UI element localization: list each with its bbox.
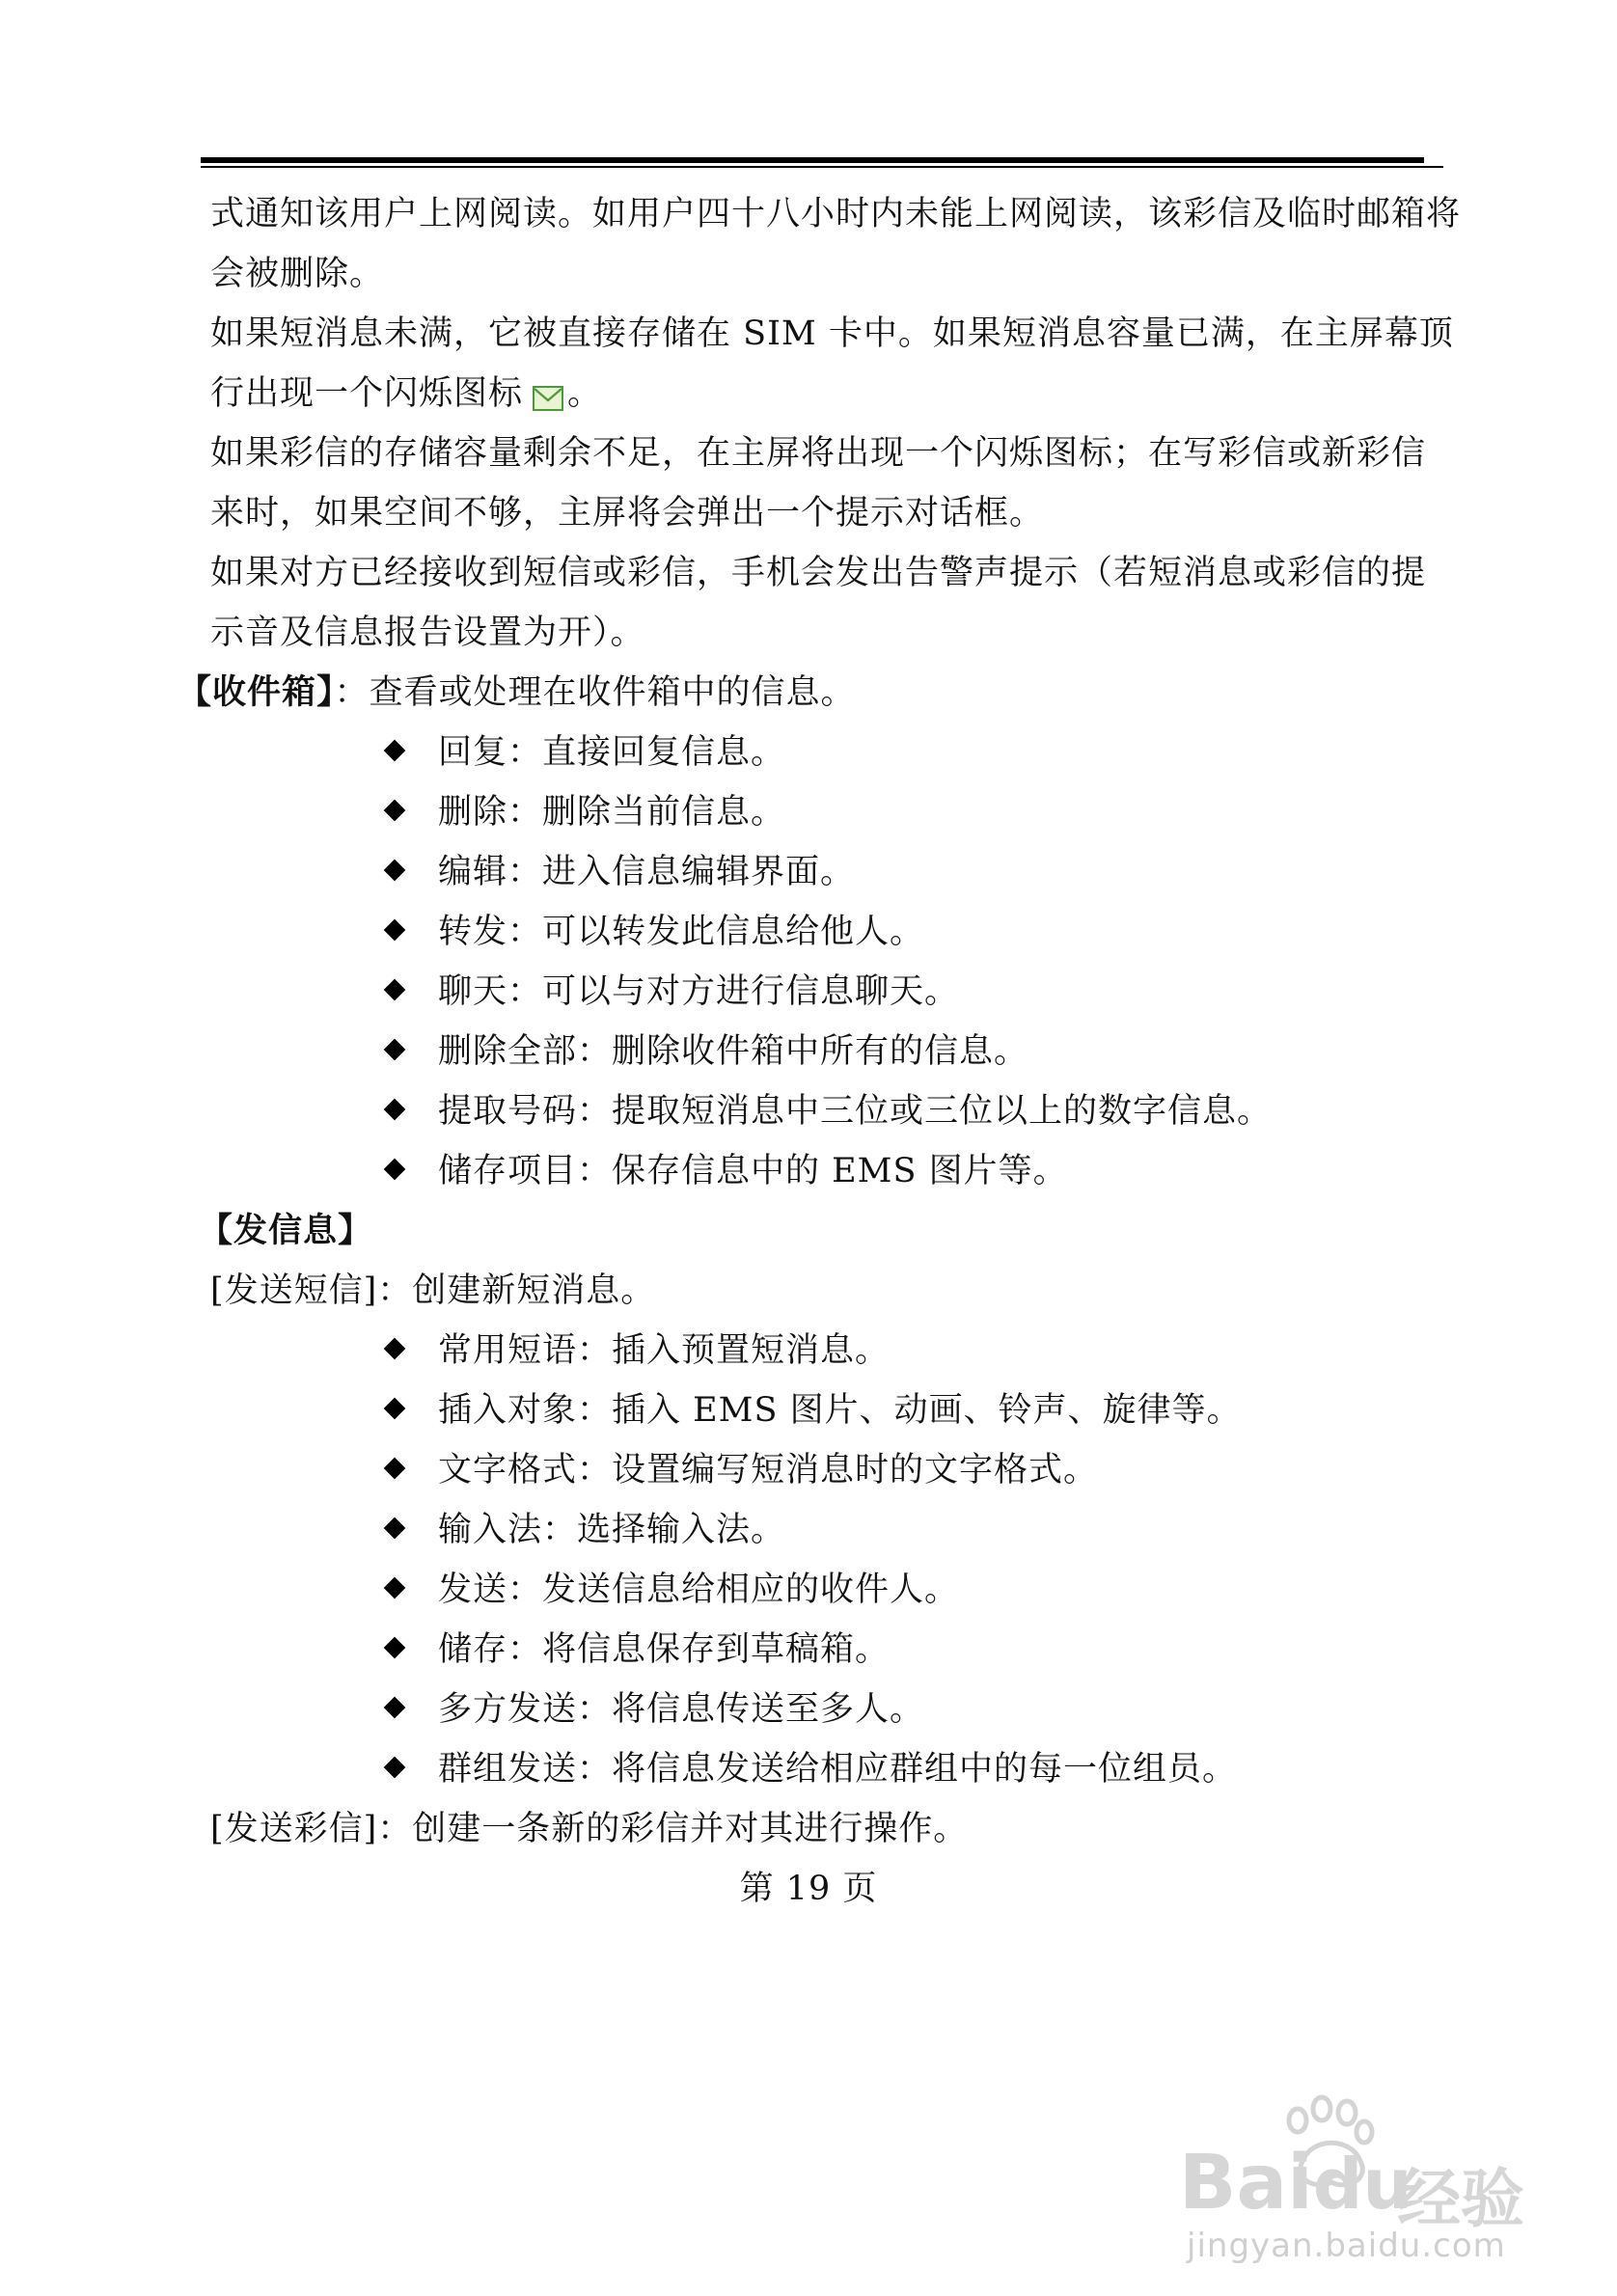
list-item-text: 文字格式：设置编写短消息时的文字格式。 [438,1451,1099,1490]
list-item-text: 删除：删除当前信息。 [438,793,786,832]
watermark-brand: Baidu [1179,2140,1412,2227]
list-item-text: 转发：可以转发此信息给他人。 [438,913,925,951]
list-item-text: 回复：直接回复信息。 [438,733,786,772]
paragraph-line: 如果短消息未满，它被直接存储在 SIM 卡中。如果短消息容量已满，在主屏幕顶 [210,314,1454,353]
paragraph-text: 。 [567,374,603,413]
paragraph-line-with-icon [210,372,602,415]
send-section-heading: 【发信息】 [199,1211,373,1250]
header-rule-thick [201,157,1424,163]
list-item [384,1569,959,1611]
send-sms-label: [发送短信]：创建新短消息。 [210,1271,656,1310]
list-item [384,1030,1028,1073]
list-item-text: 输入法：选择输入法。 [438,1511,786,1549]
list-item [384,1509,785,1551]
list-item-text: 发送：发送信息给相应的收件人。 [438,1571,960,1609]
inbox-section-title [178,671,856,714]
list-item [384,1628,890,1671]
watermark-cn: 经验 [1397,2162,1524,2236]
list-item [384,1748,1237,1790]
list-item-text: 储存：将信息保存到草稿箱。 [438,1630,891,1669]
envelope-icon [533,379,563,404]
list-item [384,1329,890,1372]
list-item [384,970,959,1013]
list-item-text: 多方发送：将信息传送至多人。 [438,1690,925,1729]
paragraph-text: 行出现一个闪烁图标 [210,374,524,413]
paragraph-line: 来时，如果空间不够，主屏将会弹出一个提示对话框。 [210,494,1045,533]
list-item-text: 提取号码：提取短消息中三位或三位以上的数字信息。 [438,1092,1273,1131]
paragraph-line: 会被删除。 [210,255,385,293]
inbox-description: ：查看或处理在收件箱中的信息。 [334,673,856,712]
diamond-bullet-icon [384,1697,405,1718]
list-item [384,911,924,953]
diamond-bullet-icon [384,1577,405,1599]
diamond-bullet-icon [384,1398,405,1419]
list-item-text: 删除全部：删除收件箱中所有的信息。 [438,1032,1029,1071]
list-item-text: 插入对象：插入 EMS 图片、动画、铃声、旋律等。 [438,1391,1242,1430]
list-item-text: 编辑：进入信息编辑界面。 [438,853,856,891]
baidu-jingyan-watermark [1158,2055,1544,2267]
list-item-text: 储存项目：保存信息中的 EMS 图片等。 [438,1152,1068,1190]
header-rule-thin [201,166,1443,168]
paragraph-line: 如果彩信的存储容量剩余不足，在主屏将出现一个闪烁图标；在写彩信或新彩信 [210,434,1427,473]
list-item [384,1449,1098,1491]
list-item [384,1090,1272,1133]
list-item-text: 群组发送：将信息发送给相应群组中的每一位组员。 [438,1750,1238,1789]
list-item [384,1389,1242,1432]
diamond-bullet-icon [384,1757,405,1778]
diamond-bullet-icon [384,860,405,881]
paragraph-line: 如果对方已经接收到短信或彩信，手机会发出告警声提示（若短消息或彩信的提 [210,554,1427,592]
paragraph-line: 示音及信息报告设置为开）。 [210,614,645,652]
send-mms-label: [发送彩信]：创建一条新的彩信并对其进行操作。 [210,1810,969,1848]
diamond-bullet-icon [384,800,405,821]
list-item-text: 聊天：可以与对方进行信息聊天。 [438,972,960,1011]
diamond-bullet-icon [384,1338,405,1359]
inbox-heading: 【收件箱】 [178,672,335,712]
diamond-bullet-icon [384,1039,405,1060]
list-item [384,1688,924,1731]
watermark-url: jingyan.baidu.com [1187,2227,1506,2265]
diamond-bullet-icon [384,1159,405,1180]
list-item [384,1150,1068,1192]
diamond-bullet-icon [384,979,405,1000]
diamond-bullet-icon [384,1099,405,1120]
paragraph-line: 式通知该用户上网阅读。如用户四十八小时内未能上网阅读，该彩信及临时邮箱将 [210,195,1462,233]
list-item [384,791,785,834]
list-item [384,731,785,774]
list-item-text: 常用短语：插入预置短消息。 [438,1331,891,1370]
diamond-bullet-icon [384,919,405,941]
diamond-bullet-icon [384,1517,405,1539]
diamond-bullet-icon [384,1637,405,1658]
page-number: 第 19 页 [739,1870,878,1908]
diamond-bullet-icon [384,1458,405,1479]
list-item [384,851,855,893]
diamond-bullet-icon [384,740,405,761]
